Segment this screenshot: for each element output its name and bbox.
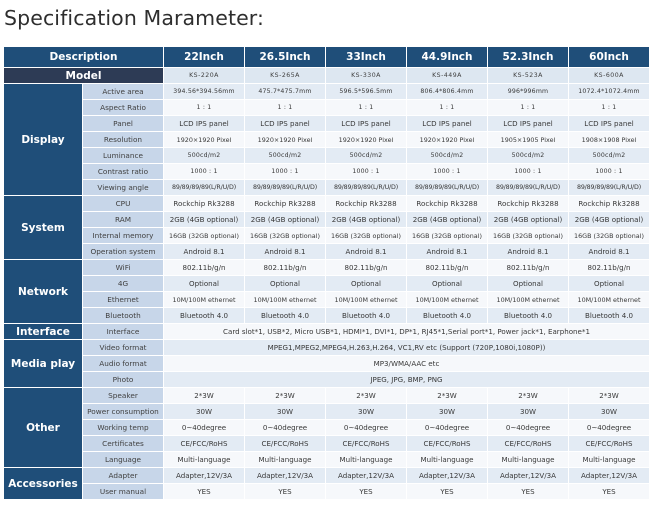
spec-value: Bluetooth 4.0	[569, 308, 649, 323]
accessories-row-adapter	[4, 468, 649, 483]
spec-value: 2GB (4GB optional)	[245, 212, 325, 227]
spec-value: YES	[488, 484, 568, 499]
spec-value: 1 : 1	[407, 100, 487, 115]
spec-value: 16GB (32GB optional)	[245, 228, 325, 243]
other-row-speaker	[4, 388, 649, 403]
param-label: Language	[83, 452, 163, 467]
spec-value: YES	[569, 484, 649, 499]
model-value: KS-220A	[164, 68, 244, 83]
spec-value-merged: MP3/WMA/AAC etc	[164, 356, 649, 371]
spec-value: 16GB (32GB optional)	[164, 228, 244, 243]
media-row-photo	[4, 372, 649, 387]
display-row-contrast-ratio	[4, 164, 649, 179]
spec-value: Multi-language	[245, 452, 325, 467]
header-size: 33Inch	[326, 47, 406, 67]
spec-value: Multi-language	[569, 452, 649, 467]
section-network-label: Network	[4, 260, 82, 323]
spec-value: Optional	[569, 276, 649, 291]
spec-value: 1 : 1	[326, 100, 406, 115]
spec-value: 1 : 1	[488, 100, 568, 115]
param-label: Certificates	[83, 436, 163, 451]
model-value: KS-330A	[326, 68, 406, 83]
header-size: 22Inch	[164, 47, 244, 67]
spec-value: LCD IPS panel	[245, 116, 325, 131]
network-row-wifi	[4, 260, 649, 275]
param-label: Working temp	[83, 420, 163, 435]
spec-value: 10M/100M ethernet	[488, 292, 568, 307]
spec-value-merged: JPEG, JPG, BMP, PNG	[164, 372, 649, 387]
spec-value: CE/FCC/RoHS	[326, 436, 406, 451]
other-row-certificates	[4, 436, 649, 451]
spec-value: 10M/100M ethernet	[164, 292, 244, 307]
system-row-cpu	[4, 196, 649, 211]
spec-value: 1000 : 1	[488, 164, 568, 179]
spec-value: 394.56*394.56mm	[164, 84, 244, 99]
spec-value: 996*996mm	[488, 84, 568, 99]
spec-value: 1920×1920 Pixel	[326, 132, 406, 147]
spec-value: Rockchip Rk3288	[569, 196, 649, 211]
spec-value: 1920×1920 Pixel	[164, 132, 244, 147]
spec-value: 2*3W	[164, 388, 244, 403]
specification-table	[3, 46, 650, 500]
header-row	[4, 47, 649, 67]
accessories-row-user-manual	[4, 484, 649, 499]
spec-value: 89/89/89/89(L/R/U/D)	[164, 180, 244, 195]
spec-value: 802.11b/g/n	[407, 260, 487, 275]
section-other-label: Other	[4, 388, 82, 467]
page-title: Specification Marameter:	[4, 6, 264, 30]
spec-value: 1000 : 1	[407, 164, 487, 179]
model-value: KS-523A	[488, 68, 568, 83]
param-label: Contrast ratio	[83, 164, 163, 179]
spec-value: 89/89/89/89(L/R/U/D)	[326, 180, 406, 195]
spec-value: 500cd/m2	[245, 148, 325, 163]
spec-value: 1908×1908 Pixel	[569, 132, 649, 147]
header-size: 44.9Inch	[407, 47, 487, 67]
model-value: KS-449A	[407, 68, 487, 83]
spec-value: Bluetooth 4.0	[164, 308, 244, 323]
spec-value: 2GB (4GB optional)	[488, 212, 568, 227]
param-label: Ethernet	[83, 292, 163, 307]
model-row	[4, 68, 649, 83]
spec-value: 2GB (4GB optional)	[164, 212, 244, 227]
display-row-resolution	[4, 132, 649, 147]
spec-value: Rockchip Rk3288	[164, 196, 244, 211]
spec-value: CE/FCC/RoHS	[488, 436, 568, 451]
display-row-aspect-ratio	[4, 100, 649, 115]
spec-value: 802.11b/g/n	[245, 260, 325, 275]
display-row-viewing-angle	[4, 180, 649, 195]
section-display-label: Display	[4, 84, 82, 195]
spec-value: Multi-language	[164, 452, 244, 467]
param-label: Operation system	[83, 244, 163, 259]
spec-value: YES	[326, 484, 406, 499]
spec-value: 1920×1920 Pixel	[245, 132, 325, 147]
spec-value: Android 8.1	[164, 244, 244, 259]
param-label: Power consumption	[83, 404, 163, 419]
section-accessories-label: Accessories	[4, 468, 82, 499]
param-label: User manual	[83, 484, 163, 499]
spec-value: CE/FCC/RoHS	[245, 436, 325, 451]
spec-value: 596.5*596.5mm	[326, 84, 406, 99]
network-row-bluetooth	[4, 308, 649, 323]
spec-value: 30W	[488, 404, 568, 419]
spec-value: Multi-language	[488, 452, 568, 467]
spec-value: Optional	[488, 276, 568, 291]
spec-value: LCD IPS panel	[407, 116, 487, 131]
spec-value: Multi-language	[326, 452, 406, 467]
spec-value: CE/FCC/RoHS	[569, 436, 649, 451]
display-row-panel	[4, 116, 649, 131]
spec-value: Optional	[326, 276, 406, 291]
param-label: CPU	[83, 196, 163, 211]
spec-value: LCD IPS panel	[164, 116, 244, 131]
spec-value: Rockchip Rk3288	[245, 196, 325, 211]
spec-value: 16GB (32GB optional)	[488, 228, 568, 243]
spec-value: 0~40degree	[164, 420, 244, 435]
other-row-power-consumption	[4, 404, 649, 419]
media-row-video-format	[4, 340, 649, 355]
spec-value: Multi-language	[407, 452, 487, 467]
spec-value: Bluetooth 4.0	[245, 308, 325, 323]
spec-value: 2*3W	[488, 388, 568, 403]
section-media-label: Media play	[4, 340, 82, 387]
param-label: Video format	[83, 340, 163, 355]
network-row-4g	[4, 276, 649, 291]
spec-value: YES	[407, 484, 487, 499]
spec-value: 500cd/m2	[326, 148, 406, 163]
spec-value: Rockchip Rk3288	[326, 196, 406, 211]
model-label: Model	[4, 68, 163, 83]
spec-value: 2GB (4GB optional)	[326, 212, 406, 227]
spec-value: 16GB (32GB optional)	[407, 228, 487, 243]
spec-value: Adapter,12V/3A	[326, 468, 406, 483]
spec-value: 1000 : 1	[164, 164, 244, 179]
spec-value: Android 8.1	[407, 244, 487, 259]
spec-value: YES	[245, 484, 325, 499]
spec-value: Optional	[245, 276, 325, 291]
spec-value: 2*3W	[407, 388, 487, 403]
param-label: Active area	[83, 84, 163, 99]
spec-value-merged: MPEG1,MPEG2,MPEG4,H.263,H.264, VC1,RV etc (Support (720P,1080i,1080P))	[164, 340, 649, 355]
param-label: Panel	[83, 116, 163, 131]
param-label: Audio format	[83, 356, 163, 371]
spec-value: 10M/100M ethernet	[569, 292, 649, 307]
spec-value: Bluetooth 4.0	[488, 308, 568, 323]
spec-value: 2GB (4GB optional)	[569, 212, 649, 227]
other-row-language	[4, 452, 649, 467]
spec-value: Optional	[164, 276, 244, 291]
spec-value: 802.11b/g/n	[326, 260, 406, 275]
network-row-ethernet	[4, 292, 649, 307]
spec-value: 16GB (32GB optional)	[326, 228, 406, 243]
spec-value: 30W	[164, 404, 244, 419]
param-label: Speaker	[83, 388, 163, 403]
media-row-audio-format	[4, 356, 649, 371]
spec-value: LCD IPS panel	[326, 116, 406, 131]
spec-value: 500cd/m2	[488, 148, 568, 163]
param-label: Interface	[83, 324, 163, 339]
spec-value: 10M/100M ethernet	[326, 292, 406, 307]
spec-value: 0~40degree	[326, 420, 406, 435]
param-label: Photo	[83, 372, 163, 387]
section-interface-label: Interface	[4, 324, 82, 339]
spec-value: Adapter,12V/3A	[488, 468, 568, 483]
spec-value: Android 8.1	[326, 244, 406, 259]
spec-value: LCD IPS panel	[488, 116, 568, 131]
spec-value: 89/89/89/89(L/R/U/D)	[245, 180, 325, 195]
header-size: 26.5Inch	[245, 47, 325, 67]
spec-value: 806.4*806.4mm	[407, 84, 487, 99]
spec-value: YES	[164, 484, 244, 499]
spec-value: Bluetooth 4.0	[407, 308, 487, 323]
param-label: Adapter	[83, 468, 163, 483]
spec-value: Rockchip Rk3288	[407, 196, 487, 211]
spec-value: 1 : 1	[245, 100, 325, 115]
model-value: KS-265A	[245, 68, 325, 83]
spec-value: 89/89/89/89(L/R/U/D)	[488, 180, 568, 195]
param-label: Bluetooth	[83, 308, 163, 323]
spec-value: 1000 : 1	[245, 164, 325, 179]
spec-value: CE/FCC/RoHS	[407, 436, 487, 451]
param-label: RAM	[83, 212, 163, 227]
spec-value-merged: Card slot*1, USB*2, Micro USB*1, HDMI*1, DVI*1, DP*1, RJ45*1,Serial port*1, Power jack*1, Earphone*1	[164, 324, 649, 339]
spec-value: 89/89/89/89(L/R/U/D)	[569, 180, 649, 195]
spec-value: 89/89/89/89(L/R/U/D)	[407, 180, 487, 195]
display-row-active-area	[4, 84, 649, 99]
spec-value: 2*3W	[326, 388, 406, 403]
section-system-label: System	[4, 196, 82, 259]
system-row-ram	[4, 212, 649, 227]
header-size: 60Inch	[569, 47, 649, 67]
spec-value: 1072.4*1072.4mm	[569, 84, 649, 99]
spec-value: Adapter,12V/3A	[245, 468, 325, 483]
spec-value: 2*3W	[569, 388, 649, 403]
spec-value: 500cd/m2	[407, 148, 487, 163]
spec-value: 30W	[569, 404, 649, 419]
spec-value: 802.11b/g/n	[569, 260, 649, 275]
model-value: KS-600A	[569, 68, 649, 83]
param-label: Luminance	[83, 148, 163, 163]
spec-value: 30W	[326, 404, 406, 419]
spec-value: 1000 : 1	[569, 164, 649, 179]
spec-value: 1 : 1	[569, 100, 649, 115]
header-description: Description	[4, 47, 163, 67]
spec-value: LCD IPS panel	[569, 116, 649, 131]
param-label: 4G	[83, 276, 163, 291]
spec-value: Bluetooth 4.0	[326, 308, 406, 323]
spec-value: Optional	[407, 276, 487, 291]
system-row-internal-memory	[4, 228, 649, 243]
spec-value: Adapter,12V/3A	[407, 468, 487, 483]
spec-value: 802.11b/g/n	[488, 260, 568, 275]
display-row-luminance	[4, 148, 649, 163]
header-size: 52.3Inch	[488, 47, 568, 67]
spec-value: Adapter,12V/3A	[569, 468, 649, 483]
spec-value: Android 8.1	[245, 244, 325, 259]
spec-value: 16GB (32GB optional)	[569, 228, 649, 243]
spec-value: 1 : 1	[164, 100, 244, 115]
spec-value: 475.7*475.7mm	[245, 84, 325, 99]
spec-value: 0~40degree	[569, 420, 649, 435]
spec-value: 1000 : 1	[326, 164, 406, 179]
spec-value: 0~40degree	[407, 420, 487, 435]
spec-value: Adapter,12V/3A	[164, 468, 244, 483]
interface-row	[4, 324, 649, 339]
system-row-operation-system	[4, 244, 649, 259]
spec-value: Android 8.1	[569, 244, 649, 259]
spec-value: 500cd/m2	[164, 148, 244, 163]
spec-value: 2*3W	[245, 388, 325, 403]
spec-value: 1905×1905 Pixel	[488, 132, 568, 147]
spec-value: 30W	[407, 404, 487, 419]
param-label: Aspect Ratio	[83, 100, 163, 115]
spec-value: 10M/100M ethernet	[245, 292, 325, 307]
spec-value: Rockchip Rk3288	[488, 196, 568, 211]
spec-value: 500cd/m2	[569, 148, 649, 163]
spec-value: 0~40degree	[488, 420, 568, 435]
param-label: Internal memory	[83, 228, 163, 243]
spec-value: Android 8.1	[488, 244, 568, 259]
spec-value: CE/FCC/RoHS	[164, 436, 244, 451]
param-label: Viewing angle	[83, 180, 163, 195]
spec-value: 1920×1920 Pixel	[407, 132, 487, 147]
spec-value: 2GB (4GB optional)	[407, 212, 487, 227]
spec-value: 802.11b/g/n	[164, 260, 244, 275]
other-row-working-temp	[4, 420, 649, 435]
spec-value: 30W	[245, 404, 325, 419]
spec-value: 10M/100M ethernet	[407, 292, 487, 307]
spec-value: 0~40degree	[245, 420, 325, 435]
param-label: WiFi	[83, 260, 163, 275]
param-label: Resolution	[83, 132, 163, 147]
